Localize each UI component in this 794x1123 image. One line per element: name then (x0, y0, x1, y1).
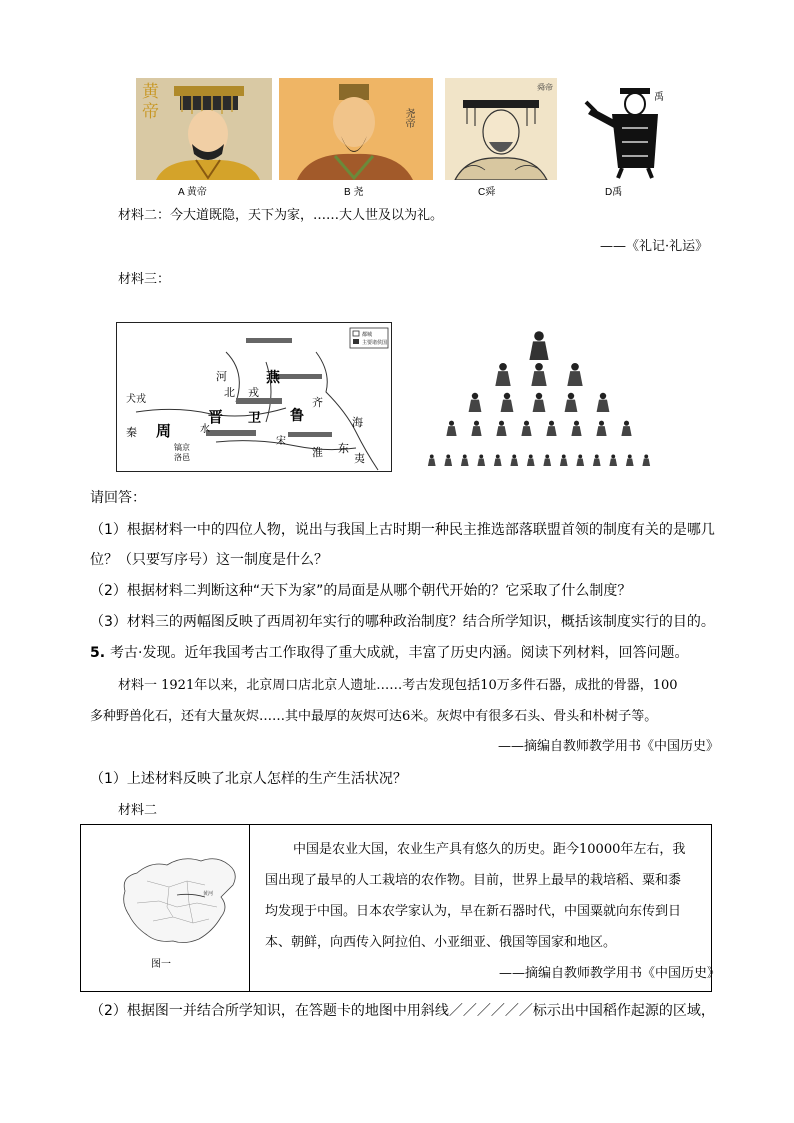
answer-prompt: 请回答： (90, 490, 146, 506)
q5-material1-source: ——摘编自教师教学用书《中国历史》 (498, 739, 720, 754)
box-text-line-4: 本、朝鲜，向西传入阿拉伯、小亚细亚、俄国等国家和地区。 (265, 935, 617, 950)
map-label-bei: 北 (224, 386, 235, 399)
box-text-line-2: 国出现了最早的人工栽培的农作物。目前，世界上最早的栽培稻、粟和黍 (265, 873, 682, 888)
question-5-1: （1）上述材料反映了北京人怎样的生产生活状况？ (90, 771, 407, 787)
figure-1-caption: 图一 (151, 959, 171, 970)
pyramid-figure-row2 (531, 363, 546, 386)
pyramid-figure-row4 (521, 421, 531, 436)
question-5-2: （2）根据图一并结合所学知识，在答题卡的地图中用斜线／／／／／／标示出中国稻作起源的区域， (90, 1003, 715, 1019)
pyramid-figure-row5 (510, 454, 518, 466)
pyramid-figure-row4 (446, 421, 456, 436)
pyramid-figure-row5 (444, 454, 452, 466)
map-label-qin: 秦 (126, 426, 137, 439)
map-label-wei: 卫 (248, 411, 262, 426)
box-source: ——摘编自教师教学用书《中国历史》 (499, 966, 721, 981)
pyramid-figure-row5 (494, 454, 502, 466)
pyramid-figure-row5 (626, 454, 634, 466)
pyramid-figure-row5 (576, 454, 584, 466)
map-label-huai: 淮 (312, 446, 323, 459)
map-label-yan: 燕 (266, 370, 280, 386)
caption-b: B 尧 (344, 187, 364, 198)
q5-material1-line2: 多种野兽化石，还有大量灰烬……其中最厚的灰烬可达6米。灰烬中有很多石头、骨头和朴树子等。 (90, 709, 658, 724)
caption-a: A 黄帝 (178, 187, 207, 198)
pyramid-figure-row3 (597, 393, 610, 412)
pyramid-figure-row5 (609, 454, 617, 466)
portrait-a-overlay: 黄帝 (142, 82, 159, 122)
map-label-shui: 水 (200, 424, 210, 435)
map-label-zhou: 周 (156, 422, 172, 440)
pyramid-figure-row4 (571, 421, 581, 436)
map-label-dong: 东 (338, 442, 349, 455)
pyramid-figure-row5 (527, 454, 535, 466)
map-label-jin: 晋 (208, 408, 224, 426)
material2-figure-cell (81, 825, 250, 991)
portrait-b (279, 78, 433, 180)
map-label-yi: 夷 (354, 452, 365, 465)
pyramid-figure-row5 (642, 454, 650, 466)
map-label-lu: 鲁 (290, 408, 304, 424)
china-map-label: 黄河 (203, 891, 214, 897)
pyramid-figure-row5 (428, 454, 436, 466)
map-label-luoyi: 洛邑 (174, 453, 190, 462)
map-label-qi: 齐 (312, 396, 323, 409)
portrait-d-overlay: 禹 (654, 92, 664, 103)
portrait-c (445, 78, 557, 180)
feudal-pyramid (410, 322, 668, 472)
question-4-2: （2）根据材料二判断这种“天下为家”的局面是从哪个朝代开始的？它采取了什么制度？ (90, 583, 632, 599)
map-label-song: 宋 (276, 436, 286, 447)
q5-material2-label: 材料二 (118, 803, 158, 818)
map-legend-state: 主要诸侯国 (362, 340, 388, 346)
pyramid-figure-row1 (529, 331, 548, 360)
pyramid-figure-row4 (496, 421, 506, 436)
pyramid-figure-row4 (596, 421, 606, 436)
western-zhou-map (116, 322, 392, 472)
question-5-number: 5. (90, 645, 106, 661)
pyramid-figure-row2 (495, 363, 510, 386)
map-legend-capital: 都城 (362, 332, 373, 338)
map-label-rong: 戎 (248, 386, 259, 399)
q5-material1-line1: 材料一 1921年以来，北京周口店北京人遗址……考古发现包括10万多件石器，成批的骨器，100 (118, 678, 678, 693)
map-label-haojing: 镐京 (174, 443, 190, 452)
portrait-a (136, 78, 272, 180)
question-4-1b: 位？（只要写序号）这一制度是什么？ (90, 552, 328, 568)
pyramid-figure-row5 (461, 454, 469, 466)
question-4-3: （3）材料三的两幅图反映了西周初年实行的哪种政治制度？结合所学知识，概括该制度实行的目的。 (90, 614, 715, 630)
pyramid-figure-row3 (533, 393, 546, 412)
material2-box (80, 824, 721, 992)
box-text-line-3: 均发现于中国。日本农学家认为，早在新石器时代，中国粟就向东传到日 (265, 904, 682, 919)
caption-d: D禹 (605, 187, 623, 198)
pyramid-figure-row3 (469, 393, 482, 412)
pyramid-figure-row4 (471, 421, 481, 436)
material2-text: 材料二：今大道既隐，天下为家，……大人世及以为礼。 (118, 208, 444, 223)
china-map (117, 851, 243, 949)
portrait-d (572, 78, 669, 180)
pyramid-figure-row4 (621, 421, 631, 436)
material3-label: 材料三： (118, 272, 171, 287)
map-label-quanrong: 犬戎 (126, 394, 146, 405)
caption-c: C舜 (478, 187, 496, 198)
box-text-line-1: 中国是农业大国，农业生产具有悠久的历史。距今10000年左右，我 (293, 842, 686, 857)
pyramid-figure-row2 (567, 363, 582, 386)
map-label-he: 河 (216, 370, 227, 383)
pyramid-figure-row3 (501, 393, 514, 412)
pyramid-figure-row5 (593, 454, 601, 466)
portrait-c-overlay: 舜帝 (537, 83, 553, 92)
pyramid-figure-row3 (565, 393, 578, 412)
map-label-hai: 海 (352, 416, 363, 429)
material2-source: ——《礼记·礼运》 (600, 239, 709, 254)
question-5-stem: 考古·发现。近年我国考古工作取得了重大成就，丰富了历史内涵。阅读下列材料，回答问题。 (110, 645, 689, 661)
pyramid-figure-row5 (560, 454, 568, 466)
question-4-1a: （1）根据材料一中的四位人物，说出与我国上古时期一种民主推选部落联盟首领的制度有关的是哪几 (90, 522, 715, 538)
portrait-b-overlay: 尧帝 (403, 108, 414, 128)
pyramid-figure-row4 (546, 421, 556, 436)
pyramid-figure-row5 (543, 454, 551, 466)
pyramid-figure-row5 (477, 454, 485, 466)
